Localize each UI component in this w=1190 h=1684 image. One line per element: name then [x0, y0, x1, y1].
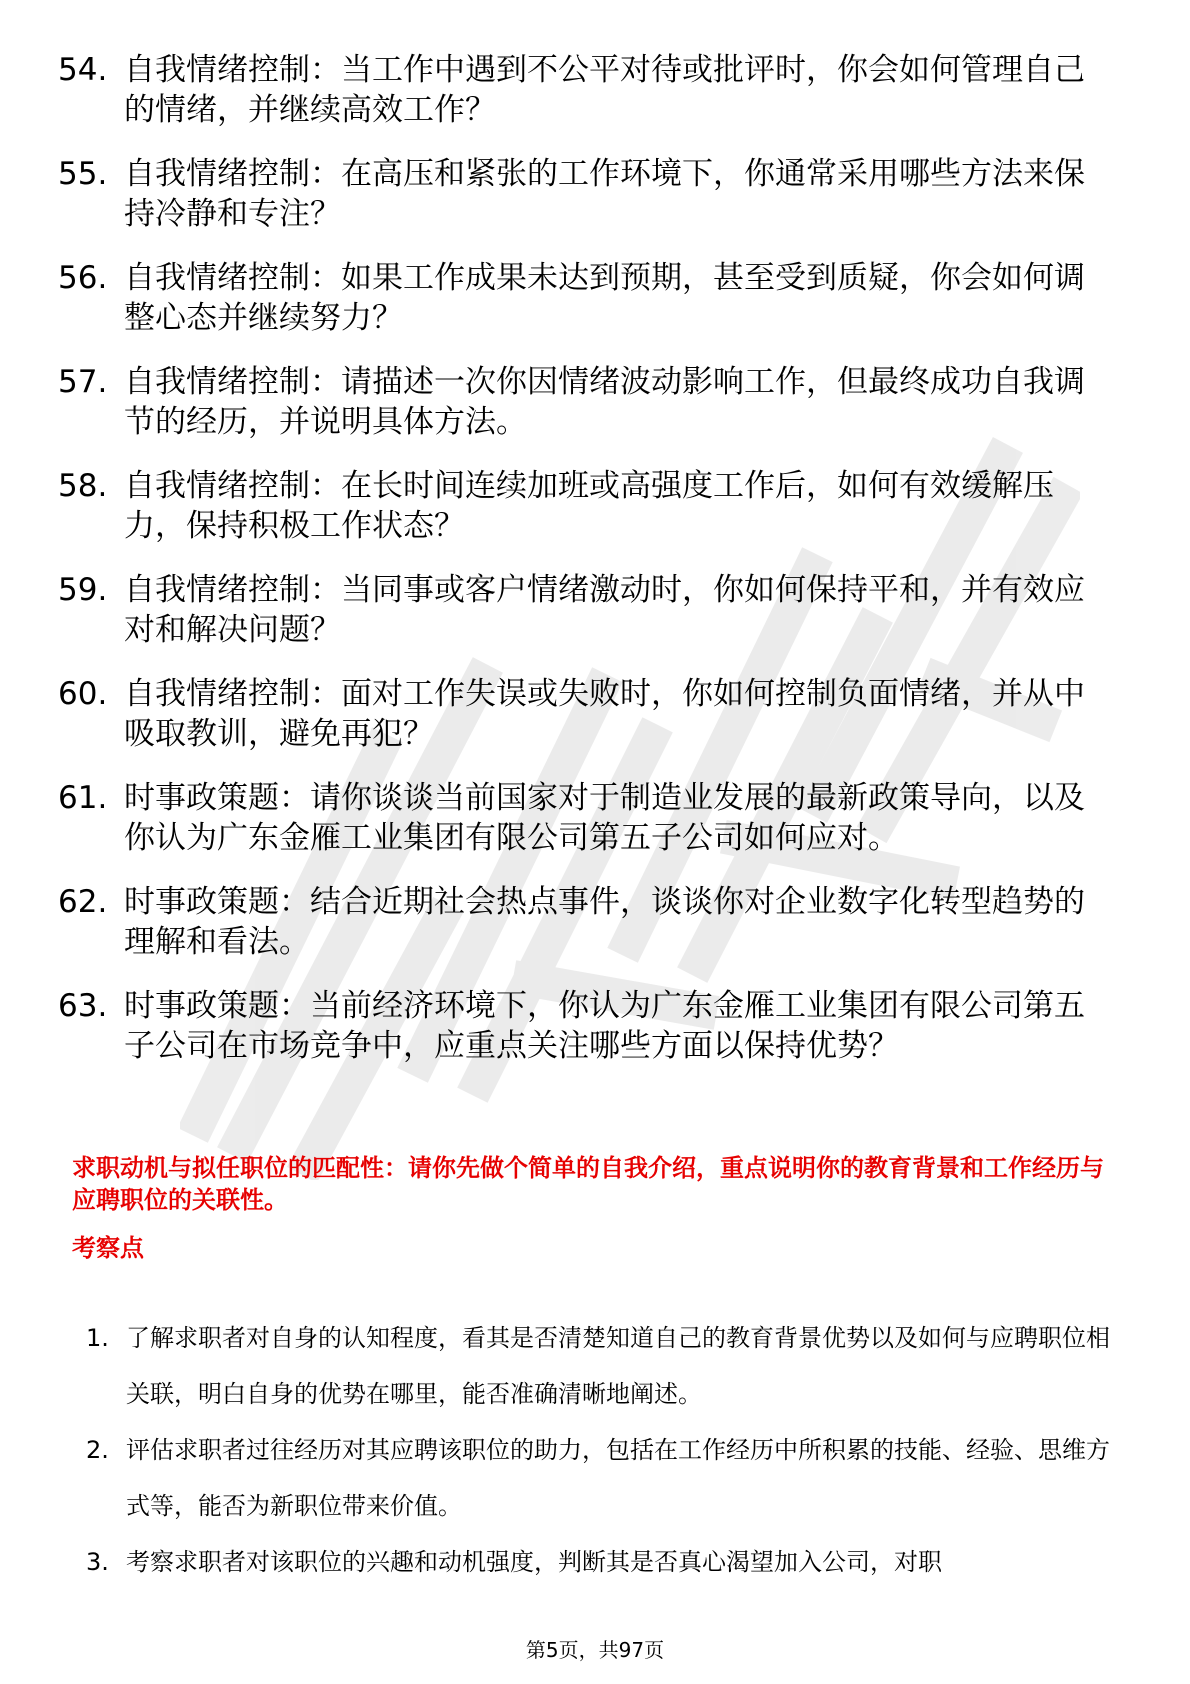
question-item — [58, 986, 1108, 1066]
question-item — [58, 570, 1108, 650]
section-title: 考察点 — [72, 1234, 144, 1262]
question-number: 57. — [58, 364, 108, 400]
question-item — [58, 882, 1108, 962]
question-text: 自我情绪控制：在长时间连续加班或高强度工作后，如何有效缓解压力，保持积极工作状态？ — [124, 468, 1054, 544]
question-item — [58, 778, 1108, 858]
question-text: 自我情绪控制：面对工作失误或失败时，你如何控制负面情绪，并从中吸取教训，避免再犯？ — [124, 676, 1085, 752]
question-text: 自我情绪控制：如果工作成果未达到预期，甚至受到质疑，你会如何调整心态并继续努力？ — [124, 260, 1085, 336]
question-text: 时事政策题：请你谈谈当前国家对于制造业发展的最新政策导向，以及你认为广东金雁工业集团有限公司第五子公司如何应对。 — [124, 780, 1085, 856]
point-item — [86, 1422, 1116, 1534]
question-item — [58, 362, 1108, 442]
question-number: 56. — [58, 260, 108, 296]
question-number: 58. — [58, 468, 108, 504]
question-text: 时事政策题：当前经济环境下，你认为广东金雁工业集团有限公司第五子公司在市场竞争中，应重点关注哪些方面以保持优势？ — [124, 988, 1085, 1064]
question-number: 61. — [58, 780, 108, 816]
point-item — [86, 1310, 1116, 1422]
point-number: 3. — [86, 1548, 109, 1576]
question-number: 63. — [58, 988, 108, 1024]
point-text: 考察求职者对该职位的兴趣和动机强度，判断其是否真心渴望加入公司，对职 — [126, 1548, 942, 1576]
highlight-question: 求职动机与拟任职位的匹配性：请你先做个简单的自我介绍，重点说明你的教育背景和工作经历与应聘职位的关联性。 — [72, 1154, 1104, 1214]
point-number: 1. — [86, 1324, 109, 1352]
assessment-points — [86, 1310, 1116, 1590]
point-item — [86, 1534, 1116, 1590]
question-item — [58, 50, 1108, 130]
question-number: 62. — [58, 884, 108, 920]
question-list — [58, 50, 1108, 1090]
point-number: 2. — [86, 1436, 109, 1464]
point-text: 评估求职者过往经历对其应聘该职位的助力，包括在工作经历中所积累的技能、经验、思维方式等，能否为新职位带来价值。 — [126, 1436, 1110, 1520]
question-text: 自我情绪控制：当工作中遇到不公平对待或批评时，你会如何管理自己的情绪，并继续高效工作？ — [124, 52, 1085, 128]
question-text: 自我情绪控制：当同事或客户情绪激动时，你如何保持平和，并有效应对和解决问题？ — [124, 572, 1085, 648]
question-item — [58, 674, 1108, 754]
point-text: 了解求职者对自身的认知程度，看其是否清楚知道自己的教育背景优势以及如何与应聘职位相关联，明白自身的优势在哪里，能否准确清晰地阐述。 — [126, 1324, 1110, 1408]
question-number: 60. — [58, 676, 108, 712]
question-item — [58, 466, 1108, 546]
page-footer: 第5页，共97页 — [525, 1638, 665, 1662]
question-text: 自我情绪控制：在高压和紧张的工作环境下，你通常采用哪些方法来保持冷静和专注？ — [124, 156, 1085, 232]
question-item — [58, 154, 1108, 234]
question-item — [58, 258, 1108, 338]
question-number: 59. — [58, 572, 108, 608]
question-number: 54. — [58, 52, 108, 88]
question-text: 时事政策题：结合近期社会热点事件，谈谈你对企业数字化转型趋势的理解和看法。 — [124, 884, 1085, 960]
question-number: 55. — [58, 156, 108, 192]
question-text: 自我情绪控制：请描述一次你因情绪波动影响工作，但最终成功自我调节的经历，并说明具体方法。 — [124, 364, 1085, 440]
